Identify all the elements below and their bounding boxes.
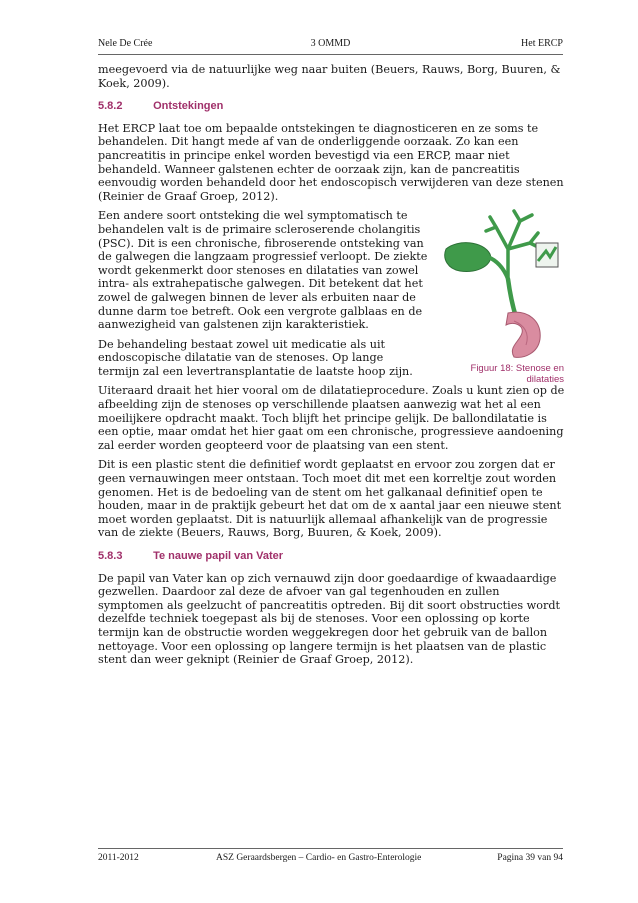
footer-year: 2011-2012	[98, 853, 139, 863]
paragraph: De behandeling bestaat zowel uit medicatie als uit endoscopische dilatatie van de stenoses. Op lange termijn zal een levertransplantatie de laatste hoop zijn.	[98, 337, 413, 378]
section-title: Te nauwe papil van Vater	[153, 550, 284, 562]
page-footer	[98, 853, 563, 867]
section-heading-583	[98, 550, 568, 564]
header-author: Nele De Crée	[98, 38, 153, 49]
narrow-column	[98, 209, 428, 378]
footer-page-number: Pagina 39 van 94	[497, 853, 563, 863]
header-class: 3 OMMD	[310, 38, 351, 49]
header-divider	[98, 54, 563, 55]
footer-divider	[98, 848, 563, 849]
section-number: 5.8.3	[98, 550, 123, 562]
page-content	[98, 63, 568, 673]
figure-wrap-area	[98, 209, 568, 386]
paragraph: Dit is een plastic stent die definitief wordt geplaatst en ervoor zou zorgen dat er geen vernauwingen meer ontstaan. Toch moet dit met een korreltje zout worden genomen. Het is de bedoeling van de stent om het galkanaal definitief open te houden, maar in de praktijk gebeurt het dat om de x aantal jaar een nieuwe stent moet worden geplaatst. Dit is natuurlijk allemaal afhankelijk van de progressie van de ziekte (Beuers, Rauws, Borg, Buuren, & Koek, 2009).	[98, 458, 562, 540]
paragraph: De papil van Vater kan op zich vernauwd zijn door goedaardige of kwaadaardige gezwellen. Daardoor zal deze de afvoer van gal tegenhouden en zullen symptomen als geelzucht of pancreatitis optreden. Bij dit soort obstructies wordt dezelfde techniek toegepast als bij de stenoses. Voor een oplossing op korte termijn kan de obstructie worden weggekregen door het gebruik van de ballon nettoyage. Voor een oplossing op langere termijn is het plaatsen van de plastic stent dan weer geknipt (Reinier de Graaf Groep, 2012).	[98, 571, 560, 667]
footer-institution: ASZ Geraardsbergen – Cardio- en Gastro-Enterologie	[216, 853, 422, 863]
paragraph: Het ERCP laat toe om bepaalde ontstekingen te diagnosticeren en ze soms te behandelen. Dit hangt mede af van de onderliggende oorzaak. Zo kan een pancreatitis in principe enkel worden bevestigd via een ERCP, maar niet behandeld. Wanneer galstenen echter de oorzaak zijn, kan de pancreatitis eenvoudig worden behandeld door het endoscopisch verwijderen van deze stenen (Reinier de Graaf Groep, 2012).	[98, 121, 564, 203]
figure-stenose	[438, 209, 568, 385]
section-title: Ontstekingen	[153, 100, 224, 113]
page-header	[98, 38, 563, 52]
figure-caption: Figuur 18: Stenose en dilataties	[470, 363, 564, 386]
section-heading-582	[98, 100, 568, 114]
paragraph: Uiteraard draait het hier vooral om de dilatatieprocedure. Zoals u kunt zien op de afbeelding zijn de stenoses op verschillende plaatsen aanwezig wat het al een moeilijkere opdracht maakt. Toch blijft het principe gelijk. De ballondilatatie is een optie, maar omdat het hier gaat om een chronische, progressieve aandoening zal eerder worden geopteerd voor de plaatsing van een stent.	[98, 384, 565, 452]
section-number: 5.8.2	[98, 100, 123, 113]
paragraph: Een andere soort ontsteking die wel symptomatisch te behandelen valt is de primaire scleroserende cholangitis (PSC). Dit is een chronische, fibroserende ontsteking van de galwegen die langzaam progressief verloopt. De ziekte wordt gekenmerkt door stenoses en dilataties van zowel intra- als extrahepatische galwegen. Dit betekent dat het zowel de galwegen binnen de lever als erbuiten naar de dunne darm toe betreft. Ook een vergrote galblaas en de aanwezigheid van galstenen zijn karakteristiek.	[98, 209, 428, 332]
biliary-tree-illustration	[438, 209, 564, 359]
intro-paragraph: meegevoerd via de natuurlijke weg naar buiten (Beuers, Rauws, Borg, Buuren, & Koek, 2009).	[98, 63, 561, 90]
header-topic: Het ERCP	[521, 38, 563, 49]
